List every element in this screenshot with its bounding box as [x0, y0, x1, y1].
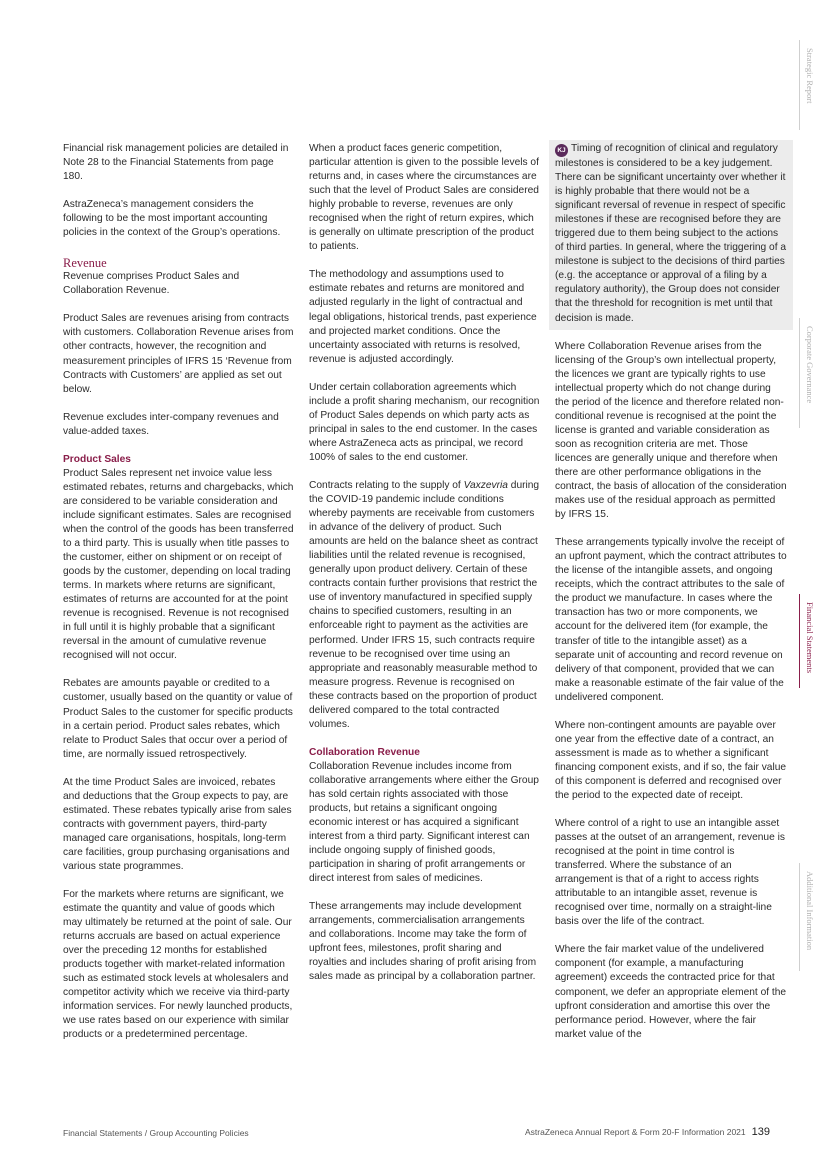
section-heading-revenue: Revenue	[63, 256, 107, 271]
subheading-collaboration-revenue: Collaboration Revenue	[309, 746, 420, 758]
side-tab-label: Financial Statements	[805, 602, 815, 674]
paragraph: Revenue excludes inter-company revenues and value-added taxes.	[63, 411, 279, 437]
paragraph-text: Contracts relating to the supply of	[309, 479, 464, 491]
side-tab-label: Strategic Report	[805, 48, 815, 104]
paragraph: AstraZeneca’s management considers the following to be the most important accounting policies in the context of the Group’s operations.	[63, 199, 281, 239]
footer-report-title: AstraZeneca Annual Report & Form 20-F Information 2021	[525, 1127, 746, 1137]
key-judgement-box	[549, 140, 793, 330]
paragraph: Where Collaboration Revenue arises from the licensing of the Group’s own intellectual property, the licences we grant are typically rights to use intellectual property which do not change during the period of the licence and therefore related non-conditional revenue is recognised at the point the license is granted and variable consideration as soon as recognition criteria are met. Those licences are generally unique and therefore when there are other performance obligations in the contract, the basis of allocation of the consideration makes use of the residual approach as permitted by IFRS 15.	[555, 340, 787, 521]
paragraph: The methodology and assumptions used to estimate rebates and returns are monitored and adjusted regularly in the light of contractual and legal obligations, historical trends, past experience and projected market conditions. Once the uncertainty associated with returns is resolved, revenue is adjusted accordingly.	[309, 269, 537, 365]
paragraph: Under certain collaboration agreements which include a profit sharing mechanism, our recognition of Product Sales depends on which party acts as principal in sales to the end customer. In the cases where AstraZeneca acts as principal, we record 100% of sales to the end customer.	[309, 381, 540, 463]
side-tab-label: Corporate Governance	[805, 326, 815, 404]
text-column-3	[555, 142, 787, 1056]
paragraph: Financial risk management policies are detailed in Note 28 to the Financial Statements from page 180.	[63, 143, 289, 183]
paragraph-text: during the COVID-19 pandemic include conditions whereby payments are receivable from customers in advance of the delivery of product. Such amounts are held on the balance sheet as contract liabilities until the related revenue is recognised, generally upon product delivery. Certain of these contracts contain further provisions that restrict the use of inventory manufactured in specified supply chains to specified customers, resulting in an enforceable right to payment as the activities are performed. Under IFRS 15, such contracts require revenue to be recognised over time using an appropriate and reasonably measurable method to measure progress. Revenue is recognised on these contracts based on the proportion of product delivered compared to the total contracted volumes.	[309, 479, 540, 730]
side-tab-corporate-governance[interactable]	[799, 318, 826, 428]
key-judgement-icon: KJ	[555, 144, 568, 157]
paragraph: Revenue comprises Product Sales and Collaboration Revenue.	[63, 271, 240, 297]
subheading-product-sales: Product Sales	[63, 453, 131, 465]
paragraph: Where non-contingent amounts are payable over one year from the effective date of a contract, an assessment is made as to whether a significant financing component exists, and if so, the fair value of this component is deferred and recognised over the period to the expected date of receipt.	[555, 719, 787, 801]
paragraph: Product Sales represent net invoice value less estimated rebates, returns and chargebacks, which are considered to be variable consideration and include significant estimates. Sales are recognised when the control of the goods has been transferred to a third party. This is usually when title passes to the customer, either on shipment or on receipt of goods by the customer, depending on local trading terms. In markets where returns are significant, estimates of returns are accounted for at the point revenue is recognised. Revenue is not recognised in full until it is highly probable that a significant reversal in the amount of cumulative revenue recognised will not occur.	[63, 467, 294, 662]
product-name: Vaxzevria	[463, 479, 508, 491]
footer-right	[525, 1126, 770, 1138]
side-tab-strategic-report[interactable]	[799, 40, 826, 130]
paragraph: Where the fair market value of the undelivered component (for example, a manufacturing agreement) exceeds the contracted price for that component, we defer an appropriate element of the upfront consideration and amortise this over the performance period. However, where the fair market value of the	[555, 944, 787, 1040]
paragraph: At the time Product Sales are invoiced, rebates and deductions that the Group expects to pay, are estimated. These rebates typically arise from sales contracts with government payers, third-party managed care organisations, hospitals, long-term care facilities, group purchasing organisations and various state programmes.	[63, 776, 292, 872]
paragraph: These arrangements may include development arrangements, commercialisation arrangements and collaborations. Income may take the form of upfront fees, milestones, profit sharing and royalties and includes sharing of profit arising from sales made as principal by a collaboration partner.	[309, 901, 537, 983]
paragraph: These arrangements typically involve the receipt of an upfront payment, which the contract attributes to the license of the intangible assets, and ongoing receipts, which the contract attributes to the sale of the product we manufacture. In cases where the transaction has two or more components, we account for the delivered item (for example, the transfer of title to the intangible asset) as a separate unit of accounting and record revenue on delivery of that component, provided that we can make a reasonable estimate of the fair value of the undelivered component.	[555, 537, 787, 703]
key-judgement-text: Timing of recognition of clinical and regulatory milestones is considered to be a key judgement. There can be significant uncertainty over whether it is highly probable that there would not be a significant reversal of revenue in respect of specific milestones if these are recognised before they are triggered due to them being subject to the actions of third parties. In general, where the triggering of a milestone is subject to the decisions of third parties (e.g. the acceptance or approval of a filing by a regulatory authority), the Group does not consider that the threshold for recognition is met until that decision is made.	[555, 143, 787, 324]
paragraph: When a product faces generic competition, particular attention is given to the possible levels of returns and, in cases where the circumstances are such that the level of Product Sales are considered highly probable to reverse, revenues are only recognised when the right of return expires, which is generally on ultimate prescription of the product to patients.	[309, 143, 539, 253]
footer-breadcrumb: Financial Statements / Group Accounting Policies	[63, 1128, 249, 1138]
paragraph: Rebates are amounts payable or credited to a customer, usually based on the quantity or value of Product Sales to the customer for specific products in a certain period. Product sales rebates, which relate to Product Sales that occur over a period of time, are normally issued retrospectively.	[63, 678, 293, 760]
side-tab-additional-information[interactable]	[799, 863, 826, 971]
paragraph: Product Sales are revenues arising from contracts with customers. Collaboration Revenue arises from other contracts, however, the recognition and measurement principles of IFRS 15 ‘Revenue from Contracts with Customers’ are applied as set out below.	[63, 313, 294, 395]
paragraph: Where control of a right to use an intangible asset passes at the outset of an arrangement, revenue is recognised at the point in time control is transferred. Where the substance of an arrangement is that of a right to access rights attributable to an intangible asset, revenue is recognised over time, normally on a straight-line basis over the life of the contract.	[555, 818, 785, 928]
paragraph: Collaboration Revenue includes income from collaborative arrangements where either the Group has sold certain rights associated with those products, but retains a significant ongoing economic interest or has acquired a significant interest from a third party. Significant interest can include ongoing supply of finished goods, participation in sharing of profit arrangements or direct interest from sales of medicines.	[309, 760, 539, 885]
text-column-2	[309, 142, 541, 999]
paragraph: For the markets where returns are significant, we estimate the quantity and value of goods which may ultimately be returned at the point of sale. Our returns accruals are based on actual experience over the preceding 12 months for established products together with market-related information such as estimated stock levels at wholesalers and competitor activity which we receive via third-party information services. For newly launched products, we use rates based on our experience with similar products or a predetermined percentage.	[63, 889, 293, 1041]
page-number: 139	[751, 1126, 770, 1138]
side-tab-financial-statements[interactable]	[799, 594, 826, 688]
paragraph	[309, 479, 541, 732]
side-tab-label: Additional Information	[805, 871, 815, 951]
text-column-1	[63, 142, 295, 1057]
